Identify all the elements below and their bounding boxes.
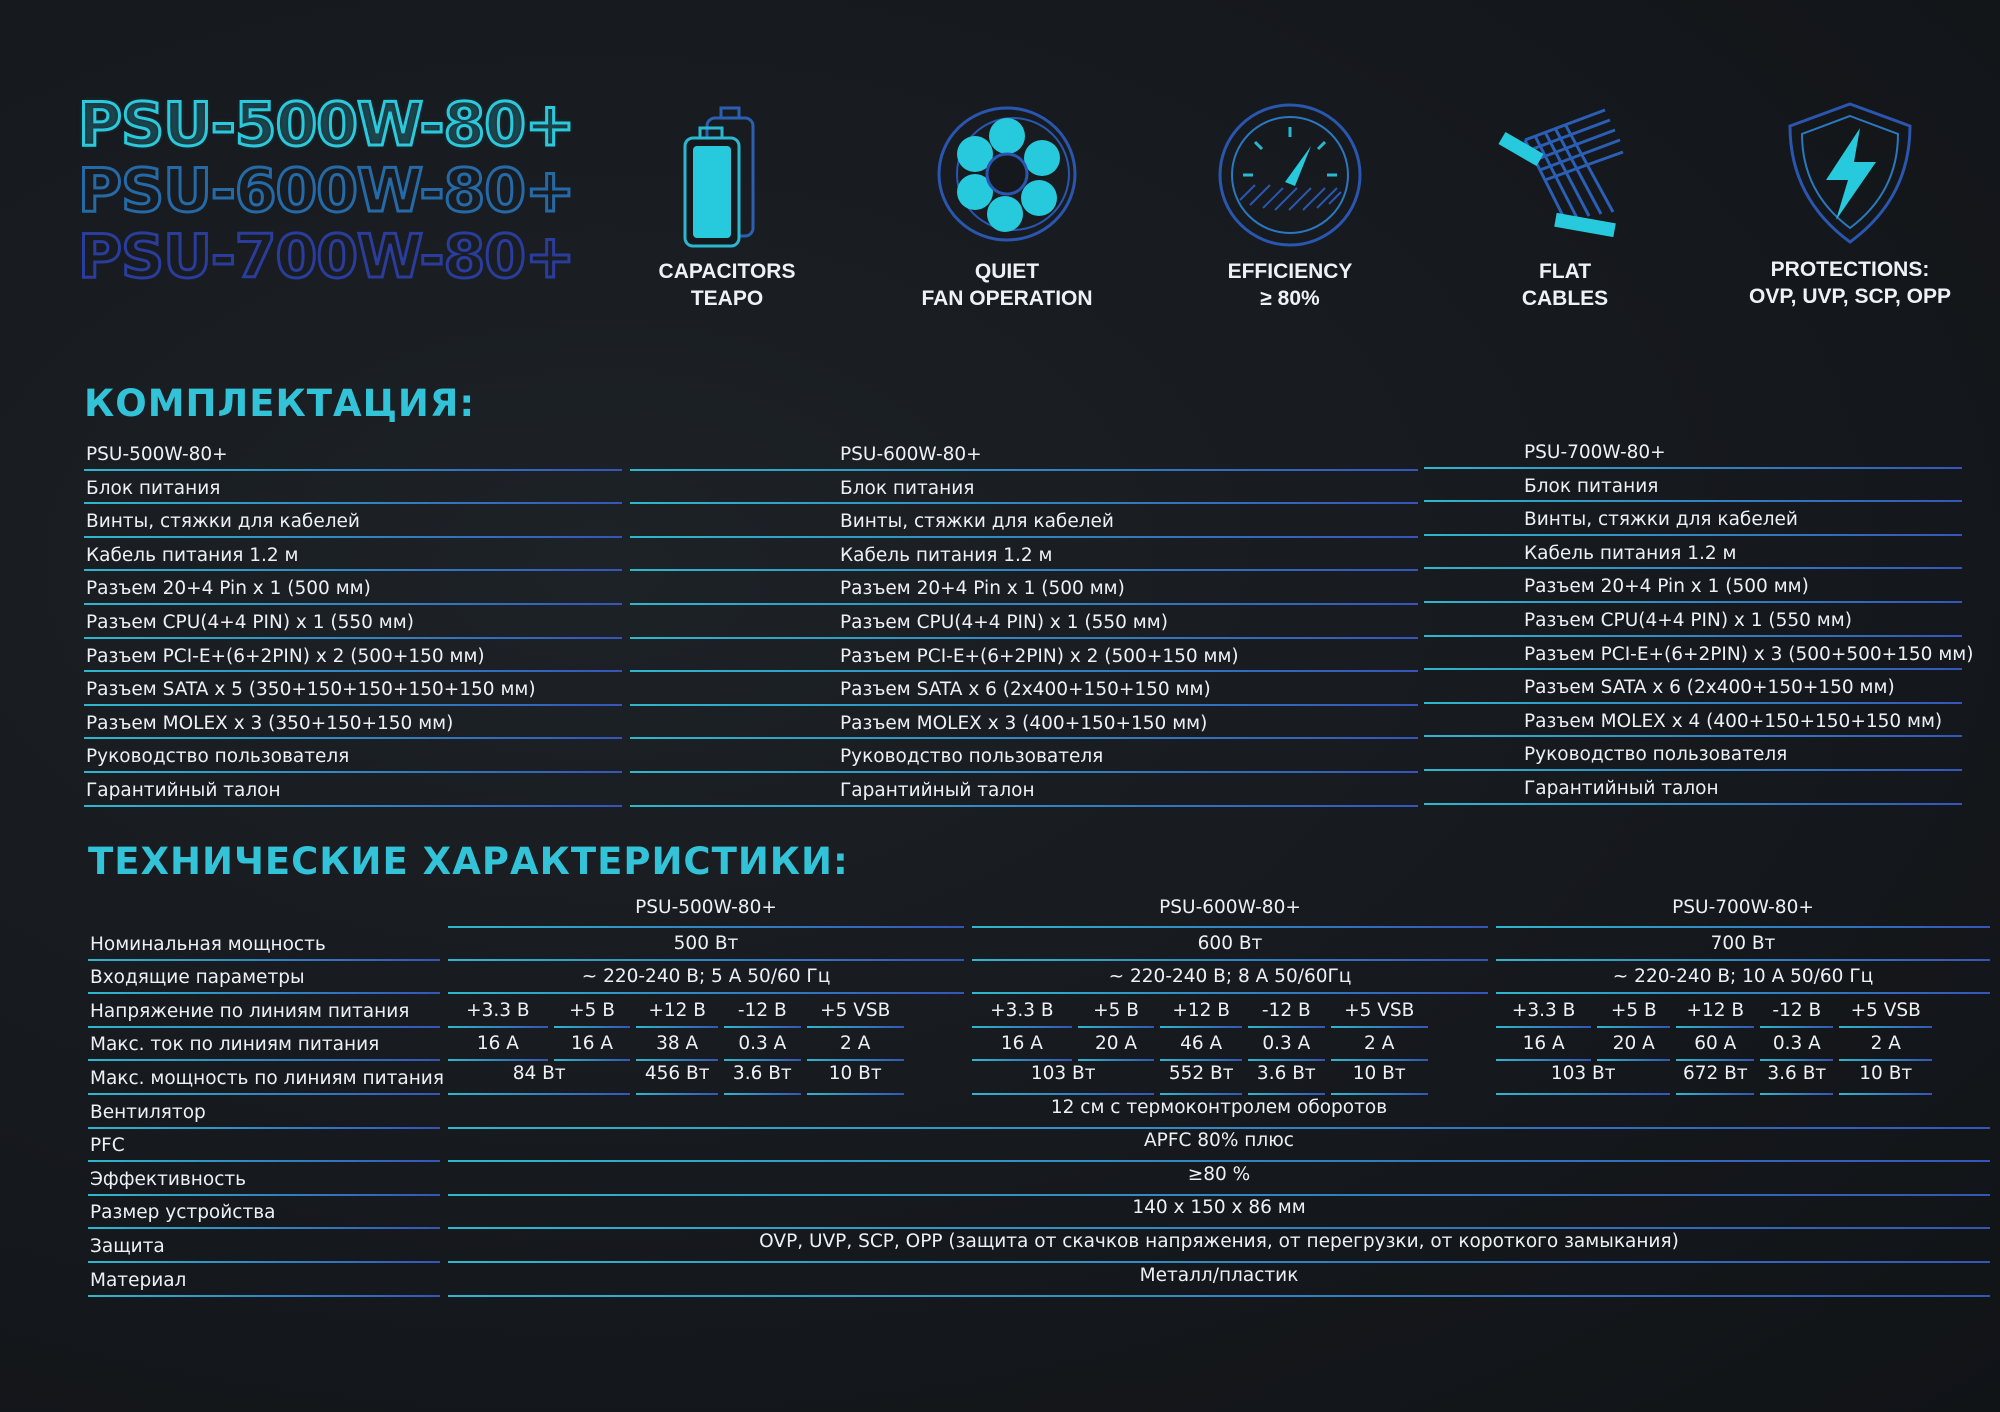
- spec-power-value: 84 Вт: [512, 1063, 566, 1084]
- spec-sub-value: +5 VSB: [820, 999, 891, 1021]
- spec-sub-value: 2 A: [1870, 1033, 1901, 1055]
- kit-item: Разъем MOLEX x 3 (350+150+150 мм): [84, 709, 622, 743]
- spec-sub-value: 20 A: [1612, 1033, 1655, 1055]
- kit-item: Разъем 20+4 Pin x 1 (500 мм): [1424, 572, 1962, 606]
- spec-column-header: PSU-700W-80+: [1672, 897, 1814, 918]
- row-underline: [88, 1194, 440, 1196]
- spec-value: ~ 220-240 В; 8 А 50/60Гц: [1108, 966, 1352, 988]
- row-underline: [88, 992, 440, 994]
- flat-cable-icon: [1485, 100, 1645, 250]
- spec-row-label: Макс. ток по линиям питания: [90, 1034, 380, 1056]
- spec-value-all: Металл/пластик: [1139, 1264, 1299, 1286]
- row-underline: [1496, 1026, 1591, 1028]
- kit-item: Разъем PCI-E+(6+2PIN) x 2 (500+150 мм): [84, 642, 622, 676]
- row-underline: [1760, 1026, 1833, 1028]
- kit-column-700: [1424, 438, 1974, 808]
- spec-power-value: 552 Вт: [1168, 1063, 1234, 1084]
- kit-item: Разъем MOLEX x 3 (400+150+150 мм): [630, 709, 1418, 743]
- kit-item: Блок питания: [84, 474, 622, 508]
- spec-sub-value: -12 В: [737, 999, 787, 1021]
- spec-sub-value: 16 A: [571, 1033, 614, 1055]
- spec-row-label: Вентилятор: [90, 1101, 206, 1123]
- feature-capacitors: [617, 100, 837, 312]
- spec-sub-value: -12 В: [1772, 999, 1822, 1021]
- feature-flat-cables: [1455, 100, 1675, 312]
- row-underline: [554, 1026, 631, 1028]
- row-underline: [972, 992, 1488, 994]
- row-underline: [88, 1026, 440, 1028]
- kit-item: Разъем SATA x 5 (350+150+150+150+150 мм): [84, 675, 622, 709]
- row-underline: [1160, 1026, 1242, 1028]
- kit-item: Блок питания: [1424, 472, 1962, 506]
- spec-sub-value: -12 В: [1261, 999, 1311, 1021]
- gauge-icon: [1215, 100, 1365, 250]
- spec-sub-value: 16 A: [1000, 1033, 1043, 1055]
- spec-sub-value: +3.3 В: [466, 999, 530, 1021]
- kit-item: Разъем PCI-E+(6+2PIN) x 3 (500+500+150 мм): [1424, 640, 1962, 674]
- kit-column-500: [84, 440, 622, 810]
- kit-item: PSU-600W-80+: [630, 440, 1418, 474]
- spec-sub-value: +5 В: [569, 999, 615, 1021]
- spec-value: 700 Вт: [1710, 932, 1776, 954]
- row-underline: [1078, 1026, 1155, 1028]
- kit-item: Разъем 20+4 Pin x 1 (500 мм): [84, 574, 622, 608]
- kit-item: Разъем 20+4 Pin x 1 (500 мм): [630, 574, 1418, 608]
- spec-sub-value: +5 VSB: [1850, 999, 1921, 1021]
- row-underline: [1676, 1026, 1754, 1028]
- kit-item: Разъем CPU(4+4 PIN) x 1 (550 мм): [84, 608, 622, 642]
- battery-icon: [667, 100, 787, 250]
- spec-sub-value: 0.3 A: [738, 1033, 787, 1055]
- spec-value: ~ 220-240 В; 5 А 50/60 Гц: [581, 966, 831, 988]
- spec-sub-value: 20 A: [1095, 1033, 1138, 1055]
- kit-item: Кабель питания 1.2 м: [630, 541, 1418, 575]
- feature-efficiency: [1180, 100, 1400, 312]
- spec-row-label: Размер устройства: [90, 1202, 276, 1224]
- spec-sub-value: 2 A: [1364, 1033, 1395, 1055]
- spec-row-label: Эффективность: [90, 1168, 247, 1190]
- spec-value: 500 Вт: [673, 932, 739, 954]
- kit-item: PSU-700W-80+: [1424, 438, 1962, 472]
- row-underline: [636, 1026, 718, 1028]
- kit-item: Разъем SATA x 6 (2x400+150+150 мм): [630, 675, 1418, 709]
- row-underline: [1331, 1026, 1428, 1028]
- row-underline: [88, 1227, 440, 1229]
- spec-row-label: Номинальная мощность: [90, 933, 326, 955]
- spec-row-label: Материал: [90, 1269, 187, 1291]
- kit-item: Винты, стяжки для кабелей: [630, 507, 1418, 541]
- spec-sub-value: +5 В: [1610, 999, 1657, 1021]
- row-underline: [88, 959, 440, 961]
- spec-row-label: Входящие параметры: [90, 967, 305, 989]
- row-underline: [448, 1295, 1990, 1297]
- row-underline: [807, 1026, 904, 1028]
- row-underline: [88, 1295, 440, 1297]
- spec-column-header: PSU-600W-80+: [1159, 897, 1301, 918]
- kit-item: Разъем CPU(4+4 PIN) x 1 (550 мм): [1424, 606, 1962, 640]
- spec-power-value: 3.6 Вт: [1256, 1063, 1316, 1084]
- row-underline: [1496, 992, 1990, 994]
- spec-value: 600 Вт: [1197, 932, 1263, 954]
- model-list: [78, 92, 574, 290]
- spec-row-label: Макс. мощность по линиям питания: [90, 1068, 444, 1089]
- row-underline: [88, 1059, 440, 1061]
- spec-sub-value: 2 A: [840, 1033, 871, 1055]
- spec-power-value: 103 Вт: [1550, 1063, 1616, 1084]
- feature-label: PROTECTIONS: OVP, UVP, SCP, OPP: [1749, 258, 1951, 308]
- feature-label: EFFICIENCY ≥ 80%: [1227, 260, 1353, 310]
- kit-item: PSU-500W-80+: [84, 440, 622, 474]
- spec-value: ~ 220-240 В; 10 А 50/60 Гц: [1612, 966, 1874, 988]
- spec-sub-value: 0.3 A: [1772, 1033, 1821, 1055]
- kit-item: Винты, стяжки для кабелей: [1424, 505, 1962, 539]
- kit-item: Разъем MOLEX x 4 (400+150+150+150 мм): [1424, 707, 1962, 741]
- spec-value-all: OVP, UVP, SCP, OPP (защита от скачков напряжения, от перегрузки, от короткого замыкания): [759, 1231, 1679, 1252]
- spec-sub-value: 16 A: [1522, 1033, 1565, 1055]
- spec-power-value: 456 Вт: [644, 1063, 710, 1084]
- row-underline: [88, 1261, 440, 1263]
- kit-column-600: [630, 440, 1418, 810]
- spec-value-all: APFC 80% плюс: [1144, 1130, 1294, 1152]
- row-underline: [1496, 959, 1990, 961]
- row-underline: [448, 992, 964, 994]
- feature-label: CAPACITORS TEAPO: [658, 260, 796, 310]
- row-underline: [972, 959, 1488, 961]
- spec-sub-value: 46 A: [1180, 1033, 1223, 1055]
- spec-value-all: ≥80 %: [1187, 1163, 1251, 1185]
- spec-power-value: 103 Вт: [1030, 1063, 1096, 1084]
- spec-sub-value: +12 В: [648, 999, 706, 1021]
- shield-lightning-icon: [1780, 98, 1920, 248]
- spec-column-header: PSU-500W-80+: [635, 897, 777, 918]
- feature-label: FLAT CABLES: [1521, 260, 1609, 310]
- kit-item: Гарантийный талон: [84, 776, 622, 810]
- spec-sub-value: +12 В: [1172, 999, 1230, 1021]
- row-underline: [724, 1026, 801, 1028]
- feature-protections: [1720, 98, 1980, 310]
- row-underline: [448, 1026, 548, 1028]
- kit-item: Разъем SATA x 6 (2x400+150+150 мм): [1424, 673, 1962, 707]
- row-underline: [448, 959, 964, 961]
- spec-row-label: PFC: [90, 1135, 125, 1157]
- spec-power-value: 672 Вт: [1682, 1063, 1748, 1084]
- kit-item: Разъем CPU(4+4 PIN) x 1 (550 мм): [630, 608, 1418, 642]
- spec-sub-value: 16 A: [476, 1033, 519, 1055]
- spec-sub-value: +3.3 В: [1511, 999, 1576, 1021]
- spec-sub-value: +3.3 В: [990, 999, 1054, 1021]
- spec-power-value: 3.6 Вт: [1767, 1063, 1827, 1084]
- spec-power-value: 3.6 Вт: [732, 1063, 792, 1084]
- spec-row-label: Защита: [90, 1236, 165, 1257]
- spec-sub-value: +5 VSB: [1344, 999, 1415, 1021]
- spec-power-value: 10 Вт: [1352, 1063, 1406, 1084]
- spec-sub-value: +5 В: [1093, 999, 1139, 1021]
- spec-value-all: 12 см с термоконтролем оборотов: [1050, 1096, 1388, 1118]
- spec-row-label: Напряжение по линиям питания: [90, 1000, 410, 1022]
- kit-item: Руководство пользователя: [84, 742, 622, 776]
- kit-item: Гарантийный талон: [1424, 774, 1962, 808]
- spec-sub-value: 38 A: [656, 1033, 699, 1055]
- spec-sub-value: 0.3 A: [1262, 1033, 1311, 1055]
- feature-label: QUIET FAN OPERATION: [921, 260, 1093, 310]
- spec-power-value: 10 Вт: [828, 1063, 882, 1084]
- spec-value-all: 140 x 150 x 86 мм: [1132, 1197, 1306, 1219]
- row-underline: [88, 1160, 440, 1162]
- kit-item: Кабель питания 1.2 м: [1424, 539, 1962, 573]
- fan-icon: [927, 96, 1087, 250]
- row-underline: [972, 1026, 1072, 1028]
- spec-sub-value: 60 A: [1694, 1033, 1737, 1055]
- kit-item: Руководство пользователя: [630, 742, 1418, 776]
- row-underline: [1248, 1026, 1325, 1028]
- spec-power-value: 10 Вт: [1859, 1063, 1913, 1084]
- model-name-700: PSU-700W-80+: [78, 222, 575, 292]
- spec-sub-value: +12 В: [1686, 999, 1745, 1021]
- kit-item: Гарантийный талон: [630, 776, 1418, 810]
- row-underline: [1597, 1026, 1670, 1028]
- kit-item: Руководство пользователя: [1424, 740, 1962, 774]
- kit-item: Винты, стяжки для кабелей: [84, 507, 622, 541]
- row-underline: [88, 1127, 440, 1129]
- model-name-600: PSU-600W-80+: [78, 156, 575, 226]
- specs-title: ТЕХНИЧЕСКИЕ ХАРАКТЕРИСТИКИ:: [88, 840, 849, 883]
- row-underline: [1839, 1026, 1932, 1028]
- kit-item: Кабель питания 1.2 м: [84, 541, 622, 575]
- model-name-500: PSU-500W-80+: [78, 90, 575, 160]
- kit-item: Блок питания: [630, 474, 1418, 508]
- feature-fan: [897, 96, 1117, 312]
- kit-item: Разъем PCI-E+(6+2PIN) x 2 (500+150 мм): [630, 642, 1418, 676]
- row-underline: [88, 1093, 440, 1095]
- kit-title: КОМПЛЕКТАЦИЯ:: [84, 382, 476, 425]
